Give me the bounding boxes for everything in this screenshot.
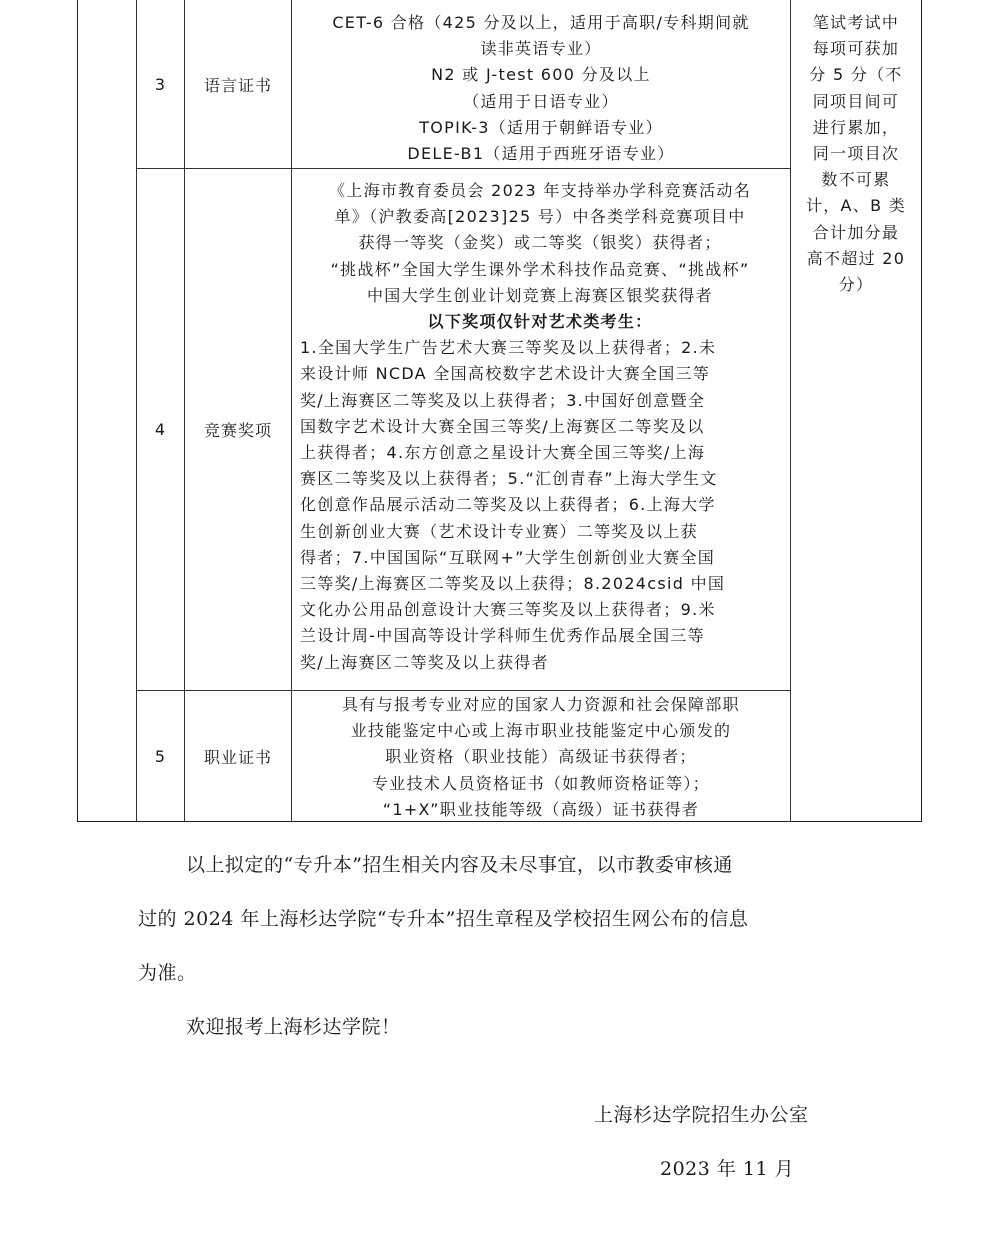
closing-paragraph-line: 过的 2024 年上海杉达学院“专升本”招生章程及学校招生网公布的信息 — [138, 908, 749, 930]
content-line: 来设计师 NCDA 全国高校数字艺术设计大赛全国三等 — [300, 364, 711, 384]
content-line: 奖/上海赛区二等奖及以上获得者；3.中国好创意暨全 — [300, 390, 706, 410]
content-line: 单》（沪教委高[2023]25 号）中各类学科竞赛项目中 — [334, 207, 746, 227]
note-line: 每项可获加 — [812, 39, 900, 59]
content-line: 兰设计周-中国高等设计学科师生优秀作品展全国三等 — [300, 626, 705, 646]
content-line: TOPIK-3（适用于朝鲜语专业） — [419, 117, 663, 137]
row-number: 5 — [154, 746, 167, 766]
content-line: 获得一等奖（金奖）或二等奖（银奖）获得者； — [358, 233, 722, 253]
content-line: 得者；7.中国国际“互联网+”大学生创新创业大赛全国 — [300, 547, 716, 567]
content-line: （适用于日语专业） — [463, 91, 619, 111]
note-line: 进行累加， — [812, 117, 900, 137]
content-line: 国数字艺术设计大赛全国三等奖/上海赛区二等奖及以 — [300, 416, 705, 436]
category-label: 语言证书 — [203, 75, 272, 95]
category-label: 竞赛奖项 — [203, 421, 272, 440]
note-line: 同项目间可 — [812, 91, 900, 111]
language-cert-content — [292, 10, 790, 167]
content-line: 读非英语专业） — [480, 39, 602, 59]
content-line: “挑战杯”全国大学生课外学术科技作品竞赛、“挑战杯” — [330, 259, 750, 279]
row-number: 3 — [154, 74, 167, 94]
content-line: 生创新创业大赛（艺术设计专业赛）二等奖及以上获 — [300, 521, 698, 541]
note-line: 分 5 分（不 — [809, 65, 903, 85]
content-line: 业技能鉴定中心或上海市职业技能鉴定中心颁发的 — [350, 721, 732, 741]
note-line: 分） — [838, 275, 874, 295]
date: 2023 年 11 月 — [660, 1158, 795, 1180]
content-line: DELE-B1（适用于西班牙语专业） — [407, 144, 675, 164]
content-line: 具有与报考专业对应的国家人力资源和社会保障部职 — [342, 695, 740, 714]
note-line: 笔试考试中 — [812, 13, 900, 32]
signature: 上海杉达学院招生办公室 — [594, 1104, 809, 1126]
content-line: 化创意作品展示活动二等奖及以上获得者；6.上海大学 — [300, 495, 716, 515]
vocational-cert-content — [292, 692, 790, 823]
welcome-line: 欢迎报考上海杉达学院！ — [186, 1016, 401, 1038]
closing-paragraph-line: 以上拟定的“专升本”招生相关内容及未尽事宜，以市教委审核通 — [186, 854, 733, 876]
content-line: N2 或 J-test 600 分及以上 — [431, 65, 651, 85]
art-section-heading: 以下奖项仅针对艺术类考生： — [427, 312, 653, 332]
note-line: 合计加分最 — [812, 222, 900, 242]
content-line: 上获得者；4.东方创意之星设计大赛全国三等奖/上海 — [300, 443, 706, 463]
note-line: 计，A、B 类 — [805, 196, 907, 216]
content-line: “1+X”职业技能等级（高级）证书获得者 — [382, 799, 700, 819]
note-line: 同一项目次 — [812, 144, 900, 164]
note-line: 高不超过 20 — [806, 248, 906, 268]
content-line: 文化办公用品创意设计大赛三等奖及以上获得者；9.米 — [300, 600, 716, 620]
content-line: 1.全国大学生广告艺术大赛三等奖及以上获得者；2.未 — [300, 338, 717, 358]
content-line: 三等奖/上海赛区二等奖及以上获得；8.2024csid 中国 — [300, 574, 726, 594]
note-line: 数不可累 — [821, 170, 891, 190]
content-line: 职业资格（职业技能）高级证书获得者； — [385, 747, 697, 767]
content-line: 奖/上海赛区二等奖及以上获得者 — [300, 652, 549, 672]
row-number: 4 — [154, 420, 167, 439]
competition-content — [300, 178, 780, 676]
content-line: 赛区二等奖及以上获得者；5.“汇创青春”上海大学生文 — [300, 469, 718, 489]
scoring-table — [77, 0, 922, 822]
closing-paragraph-line: 为准。 — [138, 962, 197, 984]
content-line: 中国大学生创业计划竞赛上海赛区银奖获得者 — [366, 285, 713, 305]
content-line: CET-6 合格（425 分及以上，适用于高职/专科期间就 — [332, 13, 750, 32]
bonus-points-note — [791, 10, 921, 298]
content-line: 《上海市教育委员会 2023 年支持举办学科竞赛活动名 — [329, 181, 751, 200]
content-line: 专业技术人员资格证书（如教师资格证等）； — [371, 773, 710, 793]
category-label: 职业证书 — [203, 747, 272, 767]
